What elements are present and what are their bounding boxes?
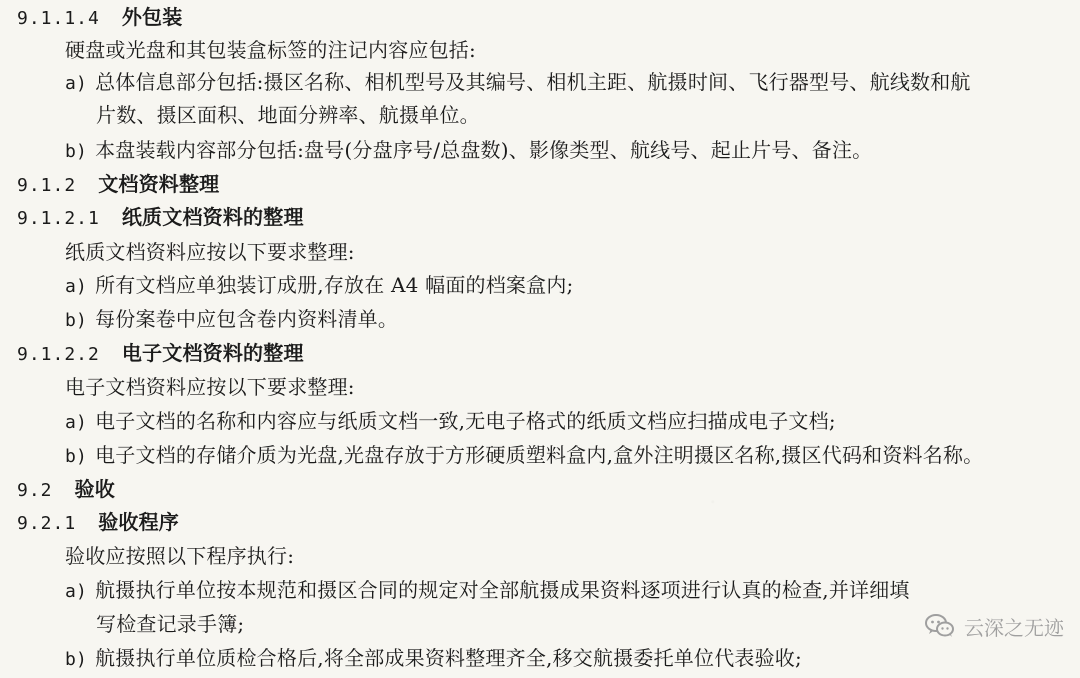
list-item-label: b) — [65, 649, 88, 670]
list-item — [65, 68, 971, 98]
section-number: 9.2.1 — [17, 513, 77, 534]
section-number: 9.1.2 — [17, 175, 77, 196]
list-item-label: b) — [65, 446, 88, 467]
section-title: 纸质文档资料的整理 — [121, 205, 304, 229]
list-item-label: b) — [65, 141, 88, 162]
section-heading-9-1-2-1 — [17, 203, 304, 233]
watermark — [924, 609, 1064, 643]
list-item-continuation: 片数、摄区面积、地面分辨率、航摄单位。 — [96, 103, 480, 127]
section-heading-9-2-1 — [17, 508, 179, 538]
list-item — [65, 271, 573, 301]
paragraph-intro: 纸质文档资料应按以下要求整理: — [65, 240, 355, 264]
section-heading-9-1-2-2 — [17, 339, 304, 369]
list-item-label: a) — [65, 73, 88, 94]
section-number: 9.2 — [17, 480, 53, 501]
section-number: 9.1.2.1 — [17, 208, 100, 229]
list-item-label: a) — [65, 412, 88, 433]
section-number: 9.1.2.2 — [17, 344, 100, 365]
section-title: 验收程序 — [98, 510, 179, 534]
list-item-text: 电子文档的名称和内容应与纸质文档一致,无电子格式的纸质文档应扫描成电子文档; — [95, 409, 836, 433]
list-item-text: 电子文档的存储介质为光盘,光盘存放于方形硬质塑料盒内,盒外注明摄区名称,摄区代码和资料名称。 — [95, 443, 984, 467]
section-number: 9.1.1.4 — [17, 8, 100, 29]
wechat-icon — [924, 612, 956, 640]
section-title: 电子文档资料的整理 — [121, 341, 304, 365]
list-item — [65, 305, 398, 335]
list-item-continuation: 写检查记录手簿; — [96, 612, 245, 636]
paragraph-intro: 验收应按照以下程序执行: — [65, 544, 295, 568]
list-item — [65, 576, 910, 606]
section-title: 外包装 — [121, 5, 183, 29]
list-item — [65, 441, 983, 471]
list-item — [65, 407, 836, 437]
list-item-text: 航摄执行单位质检合格后,将全部成果资料整理齐全,移交航摄委托单位代表验收; — [95, 646, 802, 670]
list-item-text: 所有文档应单独装订成册,存放在 A4 幅面的档案盒内; — [95, 273, 574, 297]
list-item — [65, 644, 802, 674]
watermark-text: 云深之无迹 — [964, 615, 1064, 640]
list-item-text: 每份案卷中应包含卷内资料清单。 — [95, 307, 399, 331]
section-heading-9-1-2 — [17, 170, 219, 200]
list-item-label: a) — [65, 276, 88, 297]
section-heading-9-2 — [17, 475, 115, 505]
list-item-label: a) — [65, 581, 88, 602]
section-title: 验收 — [74, 477, 115, 501]
paragraph-intro: 电子文档资料应按以下要求整理: — [65, 375, 355, 399]
list-item-label: b) — [65, 310, 88, 331]
list-item — [65, 136, 872, 166]
paragraph-intro: 硬盘或光盘和其包装盒标签的注记内容应包括: — [65, 38, 476, 62]
list-item-text: 航摄执行单位按本规范和摄区合同的规定对全部航摄成果资料逐项进行认真的检查,并详细填 — [95, 578, 910, 602]
section-heading-9-1-1-4 — [17, 3, 182, 33]
section-title: 文档资料整理 — [98, 172, 220, 196]
list-item-text: 本盘装载内容部分包括:盘号(分盘序号/总盘数)、影像类型、航线号、起止片号、备注。 — [95, 138, 873, 162]
list-item-text: 总体信息部分包括:摄区名称、相机型号及其编号、相机主距、航摄时间、飞行器型号、航线数和航 — [95, 70, 971, 94]
